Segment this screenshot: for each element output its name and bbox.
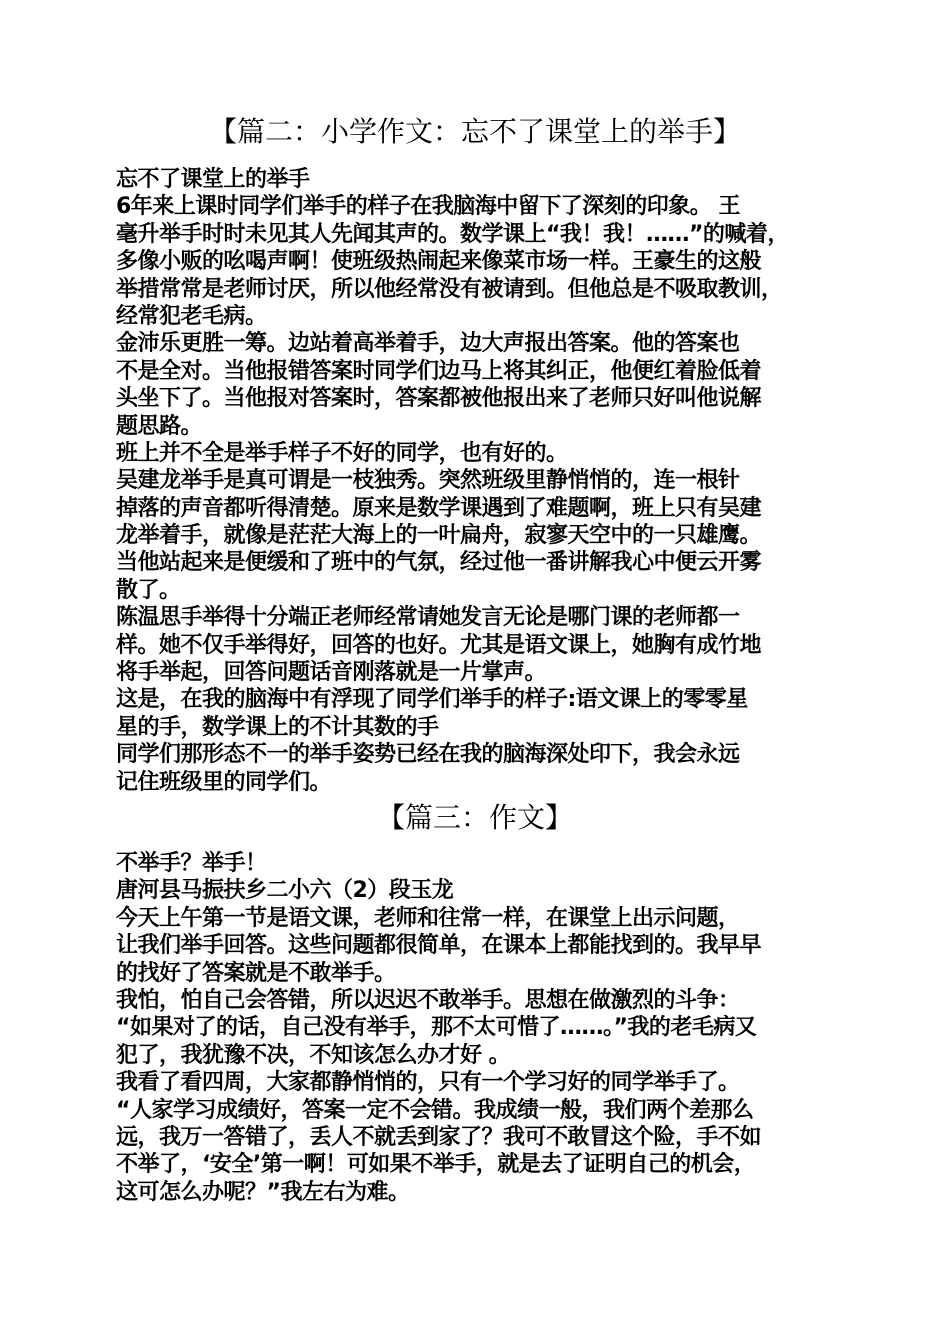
text-line: 不举手？举手！	[116, 851, 267, 876]
text-line: 的找好了答案就是不敢举手。	[116, 960, 396, 986]
text-line: “如果对了的话，自己没有举手，那不太可惜了……。”我的老毛病又	[116, 1015, 757, 1041]
text-line: 经常犯老毛病。	[116, 303, 267, 329]
text-line: 陈温思手举得十分端正老师经常请她发言无论是哪门课的老师都一	[116, 605, 740, 631]
text-line: 唐河县马振扶乡二小六（2）段玉龙	[116, 878, 454, 904]
essay-body-part2	[116, 166, 846, 796]
text-line: 远，我万一答错了，丢人不就丢到家了？我可不敢冒这个险，手不如	[116, 1124, 762, 1150]
text-line: 忘不了课堂上的举手	[116, 167, 310, 192]
text-line: 举措常常是老师讨厌，所以他经常没有被请到。但他总是不吸取教训，	[116, 276, 783, 302]
text-line: 掉落的声音都听得清楚。原来是数学课遇到了难题啊，班上只有吴建	[116, 495, 762, 521]
text-line: 毫升举手时时未见其人先闻其声的。数学课上“我！我！……”的喊着，	[116, 221, 789, 247]
text-line: 龙举着手，就像是茫茫大海上的一叶扁舟，寂寥天空中的一只雄鹰。	[116, 523, 762, 549]
text-line: 散了。	[116, 577, 181, 603]
section-title-part2: 【篇二：小学作文：忘不了课堂上的举手】	[208, 115, 741, 148]
text-line: 不是全对。当他报错答案时同学们边马上将其纠正，他便红着脸低着	[116, 358, 762, 384]
text-line: 题思路。	[116, 413, 203, 439]
text-line: 金沛乐更胜一筹。边站着高举着手，边大声报出答案。他的答案也	[116, 331, 740, 357]
text-line: 多像小贩的吆喝声啊！使班级热闹起来像菜市场一样。王豪生的这般	[116, 249, 762, 275]
text-line: 同学们那形态不一的举手姿势已经在我的脑海深处印下，我会永远	[116, 742, 740, 768]
text-line: 记住班级里的同学们。	[116, 769, 332, 795]
essay-body-part3	[116, 850, 846, 1206]
text-line: 吴建龙举手是真可谓是一枝独秀。突然班级里静悄悄的，连一根针	[116, 468, 740, 494]
text-line: 这是，在我的脑海中有浮现了同学们举手的样子:语文课上的零零星	[116, 687, 748, 713]
section-title-part3: 【篇三：作文】	[376, 801, 573, 834]
text-line: 星的手，数学课上的不计其数的手	[116, 714, 439, 740]
text-line: 我怕，怕自己会答错，所以迟迟不敢举手。思想在做激烈的斗争：	[116, 987, 740, 1013]
text-line: 头坐下了。当他报对答案时，答案都被他报出来了老师只好叫他说解	[116, 386, 762, 412]
text-line: 今天上午第一节是语文课，老师和往常一样，在课堂上出示问题，	[116, 905, 740, 931]
text-line: 班上并不全是举手样子不好的同学，也有好的。	[116, 440, 568, 466]
text-line: 样。她不仅手举得好，回答的也好。尤其是语文课上，她胸有成竹地	[116, 632, 762, 658]
text-line: “人家学习成绩好，答案一定不会错。我成绩一般，我们两个差那么	[116, 1097, 754, 1123]
text-line: 这可怎么办呢？”我左右为难。	[116, 1179, 410, 1205]
text-line: 当他站起来是便缓和了班中的气氛，经过他一番讲解我心中便云开雾	[116, 550, 762, 576]
text-line: 将手举起，回答问题话音刚落就是一片掌声。	[116, 660, 547, 686]
text-line: 犯了，我犹豫不决，不知该怎么办才好 。	[116, 1042, 511, 1068]
text-line: 不举了，‘安全’第一啊！可如果不举手，就是去了证明自己的机会，	[116, 1152, 756, 1178]
text-line: 让我们举手回答。这些问题都很简单，在课本上都能找到的。我早早	[116, 933, 762, 959]
text-line: 我看了看四周，大家都静悄悄的，只有一个学习好的同学举手了。	[116, 1070, 740, 1096]
text-line: 6年来上课时同学们举手的样子在我脑海中留下了深刻的印象。 王	[116, 194, 740, 220]
